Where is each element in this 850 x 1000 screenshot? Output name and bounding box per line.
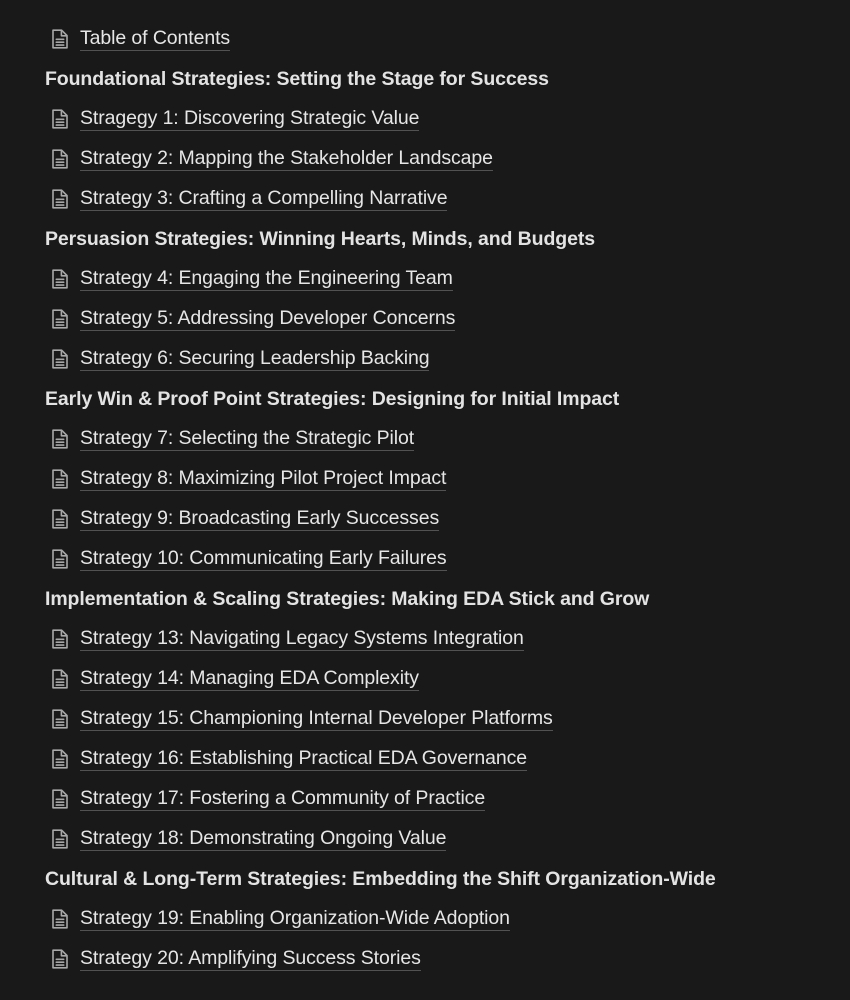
document-icon — [48, 267, 72, 291]
page-link-label[interactable]: Strategy 16: Establishing Practical EDA Governance — [80, 747, 527, 769]
document-icon — [48, 547, 72, 571]
page-link-18[interactable] — [0, 739, 850, 779]
document-icon — [48, 787, 72, 811]
section-heading-1 — [0, 59, 850, 99]
page-link-11[interactable] — [0, 459, 850, 499]
document-icon — [48, 187, 72, 211]
document-icon — [48, 627, 72, 651]
page-link-22[interactable] — [0, 899, 850, 939]
page-link-label[interactable]: Strategy 20: Amplifying Success Stories — [80, 947, 421, 969]
section-heading-9 — [0, 379, 850, 419]
document-icon — [48, 947, 72, 971]
page-link-label[interactable]: Strategy 8: Maximizing Pilot Project Impact — [80, 467, 447, 489]
page-link-label[interactable]: Strategy 15: Championing Internal Developer Platforms — [80, 707, 553, 729]
page-link-label[interactable]: Strategy 7: Selecting the Strategic Pilot — [80, 427, 415, 449]
section-heading-14 — [0, 579, 850, 619]
page-link-10[interactable] — [0, 419, 850, 459]
page-link-15[interactable] — [0, 619, 850, 659]
document-icon — [48, 27, 72, 51]
page-link-7[interactable] — [0, 299, 850, 339]
page-link-6[interactable] — [0, 259, 850, 299]
page-link-label[interactable]: Strategy 5: Addressing Developer Concerns — [80, 307, 456, 329]
section-heading-text: Cultural & Long-Term Strategies: Embedding the Shift Organization-Wide — [45, 867, 716, 890]
section-heading-text: Persuasion Strategies: Winning Hearts, Minds, and Budgets — [45, 227, 595, 250]
page-link-4[interactable] — [0, 179, 850, 219]
page-link-20[interactable] — [0, 819, 850, 859]
document-icon — [48, 107, 72, 131]
section-heading-text: Early Win & Proof Point Strategies: Designing for Initial Impact — [45, 387, 620, 410]
section-heading-text: Foundational Strategies: Setting the Stage for Success — [45, 67, 549, 90]
page-link-label[interactable]: Strategy 3: Crafting a Compelling Narrative — [80, 187, 448, 209]
page-link-label[interactable]: Strategy 2: Mapping the Stakeholder Landscape — [80, 147, 493, 169]
section-heading-5 — [0, 219, 850, 259]
page-link-8[interactable] — [0, 339, 850, 379]
page-link-label[interactable]: Strategy 18: Demonstrating Ongoing Value — [80, 827, 447, 849]
document-icon — [48, 307, 72, 331]
page-link-label[interactable]: Strategy 4: Engaging the Engineering Team — [80, 267, 453, 289]
page-link-label[interactable]: Table of Contents — [80, 27, 231, 49]
page-link-16[interactable] — [0, 659, 850, 699]
document-icon — [48, 467, 72, 491]
page-link-label[interactable]: Strategy 9: Broadcasting Early Successes — [80, 507, 440, 529]
page-link-label[interactable]: Strategy 19: Enabling Organization-Wide Adoption — [80, 907, 510, 929]
page-link-label[interactable]: Strategy 6: Securing Leadership Backing — [80, 347, 430, 369]
document-icon — [48, 507, 72, 531]
page-link-23[interactable] — [0, 939, 850, 979]
page-link-label[interactable]: Strategy 10: Communicating Early Failures — [80, 547, 447, 569]
document-icon — [48, 347, 72, 371]
page-link-3[interactable] — [0, 139, 850, 179]
document-icon — [48, 427, 72, 451]
section-heading-21 — [0, 859, 850, 899]
page-link-2[interactable] — [0, 99, 850, 139]
page-link-label[interactable]: Stragegy 1: Discovering Strategic Value — [80, 107, 420, 129]
document-icon — [48, 907, 72, 931]
table-of-contents-list — [0, 19, 850, 979]
page-link-label[interactable]: Strategy 14: Managing EDA Complexity — [80, 667, 419, 689]
page-link-label[interactable]: Strategy 13: Navigating Legacy Systems Integration — [80, 627, 524, 649]
document-icon — [48, 707, 72, 731]
document-icon — [48, 667, 72, 691]
page-link-19[interactable] — [0, 779, 850, 819]
section-heading-text: Implementation & Scaling Strategies: Making EDA Stick and Grow — [45, 587, 650, 610]
page-link-13[interactable] — [0, 539, 850, 579]
document-icon — [48, 747, 72, 771]
page-link-label[interactable]: Strategy 17: Fostering a Community of Practice — [80, 787, 486, 809]
document-icon — [48, 147, 72, 171]
page-link-12[interactable] — [0, 499, 850, 539]
page-link-0[interactable] — [0, 19, 850, 59]
document-icon — [48, 827, 72, 851]
page-link-17[interactable] — [0, 699, 850, 739]
